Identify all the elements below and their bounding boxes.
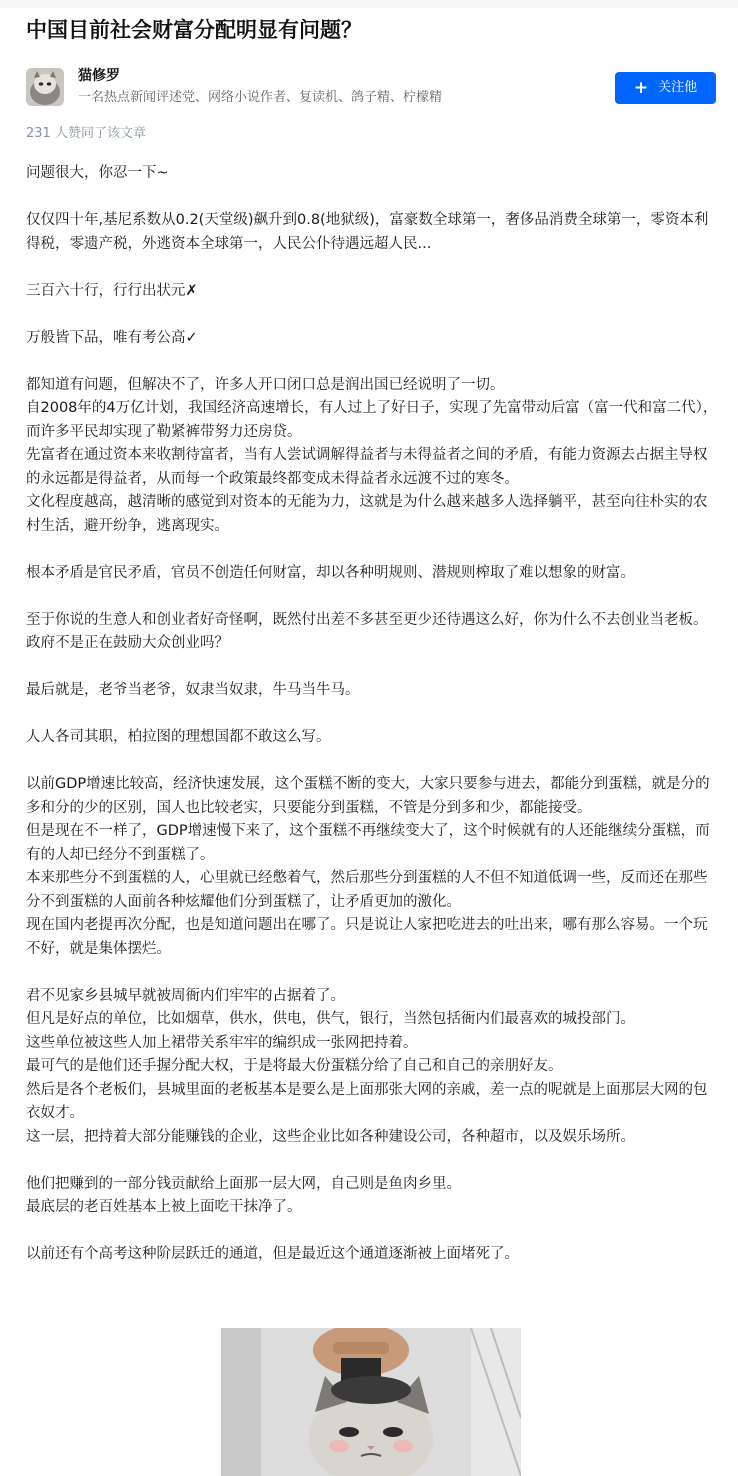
question-title[interactable]: 中国目前社会财富分配明显有问题？: [26, 18, 362, 42]
paragraph: 他们把赚到的一部分钱贡献给上面那一层大网，自己则是鱼肉乡里。 最底层的老百姓基本上被上面吃干抹净了。: [26, 1175, 461, 1215]
author-info: [26, 64, 716, 114]
cat-image: [221, 1328, 521, 1476]
paragraph: 以前GDP增速比较高，经济快速发展，这个蛋糕不断的变大，大家只要参与进去，都能分到蛋糕，就是分的多和分的少的区别，国人也比较老实，只要能分到蛋糕，不管是分到多和少，都能接受。 但是现在不一样了，GDP增速慢下来了，这个蛋糕不再继续变大了，这个时候就有的人还能继续分蛋糕，而有的人却已经分不到蛋糕了。 本来那些分不到蛋糕的人，心里就已经憋着气，然后那些分到蛋糕的人不但不知道低调一些，反而还在那些分不到蛋糕的人面前各种炫耀他们分到蛋糕了，让矛盾更加的激化。 现在国内老提再次分配，也是知道问题出在哪了。只是说让人家把吃进去的吐出来，哪有那么容易。一个玩不好，就是集体摆烂。: [26, 776, 710, 957]
article-content: [26, 162, 718, 1267]
paragraph: 三百六十行，行行出状元✗: [26, 282, 198, 299]
plus-icon: +: [633, 78, 649, 98]
avatar[interactable]: [26, 68, 64, 106]
follow-label: 关注他: [658, 80, 698, 95]
follow-button[interactable]: [615, 72, 716, 104]
article-image[interactable]: [221, 1328, 521, 1476]
paragraph: 最后就是，老爷当老爷，奴隶当奴隶，牛马当牛马。: [26, 682, 360, 698]
author-name[interactable]: 猫修罗: [78, 68, 120, 84]
avatar-image: [26, 68, 64, 106]
paragraph: 人人各司其职，柏拉图的理想国都不敢这么写。: [26, 729, 331, 745]
paragraph: 君不见家乡县城早就被周衙内们牢牢的占据着了。 但凡是好点的单位，比如烟草，供水，供电，供气，银行，当然包括衙内们最喜欢的城投部门。 这些单位被这些人加上裙带关系牢牢的编织成一张网把持着。 最可气的是他们还手握分配大权，于是将最大份蛋糕分给了自己和自己的亲朋好友。 然后是各个老板们，县城里面的老板基本是要么是上面那张大网的亲戚，差一点的呢就是上面那层大网的包衣奴才。 这一层，把持着大部分能赚钱的企业，这些企业比如各种建设公司，各种超市，以及娱乐场所。: [26, 987, 708, 1145]
top-bar: [0, 0, 738, 8]
likes-count: 231 人赞同了该文章: [26, 126, 146, 141]
paragraph: 万般皆下品，唯有考公高✓: [26, 329, 198, 346]
paragraph: 根本矛盾是官民矛盾，官员不创造任何财富，却以各种明规则、潜规则榨取了难以想象的财富。: [26, 564, 635, 581]
author-bio: 一名热点新闻评述党、网络小说作者、复读机、鸽子精、柠檬精: [78, 90, 443, 105]
paragraph: 至于你说的生意人和创业者好奇怪啊，既然付出差不多甚至更少还待遇这么好，你为什么不去创业当老板。政府不是正在鼓励大众创业吗？: [26, 611, 708, 651]
paragraph: 问题很大，你忍一下~: [26, 165, 169, 181]
paragraph: 以前还有个高考这种阶层跃迁的通道，但是最近这个通道逐渐被上面堵死了。: [26, 1246, 519, 1262]
paragraph: 都知道有问题，但解决不了，许多人开口闭口总是润出国已经说明了一切。 自2008年的4万亿计划，我国经济高速增长，有人过上了好日子，实现了先富带动后富（富一代和富二代），而许多平民却实现了勒紧裤带努力还房贷。 先富者在通过资本来收割待富者，当有人尝试调解得益者与未得益者之间的矛盾，有能力资源去占据主导权的永远都是得益者，从而每一个政策最终都变成未得益者永远渡不过的寒冬。 文化程度越高，越清晰的感觉到对资本的无能为力，这就是为什么越来越多人选择躺平，甚至向往朴实的农村生活，避开纷争，逃离现实。: [26, 376, 718, 534]
paragraph: 仅仅四十年,基尼系数从0.2(天堂级)飙升到0.8(地狱级)，富豪数全球第一，奢侈品消费全球第一，零资本利得税，零遗产税，外逃资本全球第一，人民公仆待遇远超人民...: [26, 212, 709, 252]
